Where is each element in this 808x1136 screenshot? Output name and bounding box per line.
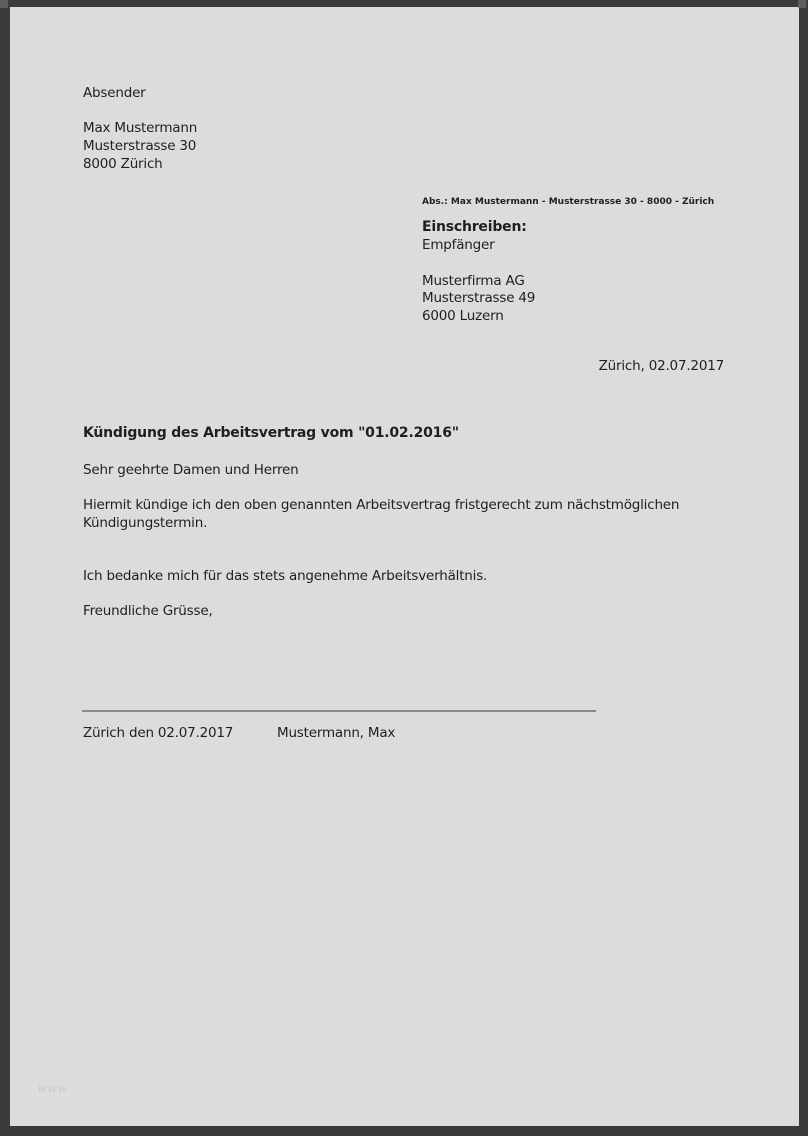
body-paragraph-1-line-1: Hiermit kündige ich den oben genannten Arbeitsvertrag fristgerecht zum nächstmöglichen	[83, 497, 680, 513]
watermark-text: www	[38, 1082, 68, 1095]
corner-mark-top-left	[0, 0, 8, 8]
sender-street: Musterstrasse 30	[83, 138, 197, 154]
body-paragraph-2: Ich bedanke mich für das stets angenehme Arbeitsverhältnis.	[83, 568, 488, 584]
signature-name: Mustermann, Max	[277, 725, 396, 741]
recipient-company: Musterfirma AG	[422, 273, 525, 289]
body-paragraph-1-line-2: Kündigungstermin.	[83, 515, 208, 531]
recipient-label: Empfänger	[422, 237, 495, 253]
sender-city: 8000 Zürich	[83, 156, 163, 172]
return-address-line: Abs.: Max Mustermann - Musterstrasse 30 - 8000 - Zürich	[422, 197, 715, 207]
salutation: Sehr geehrte Damen und Herren	[83, 462, 299, 478]
recipient-city: 6000 Luzern	[422, 308, 504, 324]
delivery-type-label: Einschreiben:	[422, 219, 527, 235]
signature-place-date: Zürich den 02.07.2017	[83, 725, 234, 741]
sender-name: Max Mustermann	[83, 120, 198, 136]
closing-line: Freundliche Grüsse,	[83, 603, 213, 619]
signature-separator	[82, 710, 596, 712]
recipient-street: Musterstrasse 49	[422, 290, 536, 306]
subject-line: Kündigung des Arbeitsvertrag vom "01.02.2016"	[83, 425, 459, 441]
corner-mark-top-right	[798, 0, 806, 8]
sender-label: Absender	[83, 85, 146, 101]
letter-date: Zürich, 02.07.2017	[598, 358, 724, 374]
